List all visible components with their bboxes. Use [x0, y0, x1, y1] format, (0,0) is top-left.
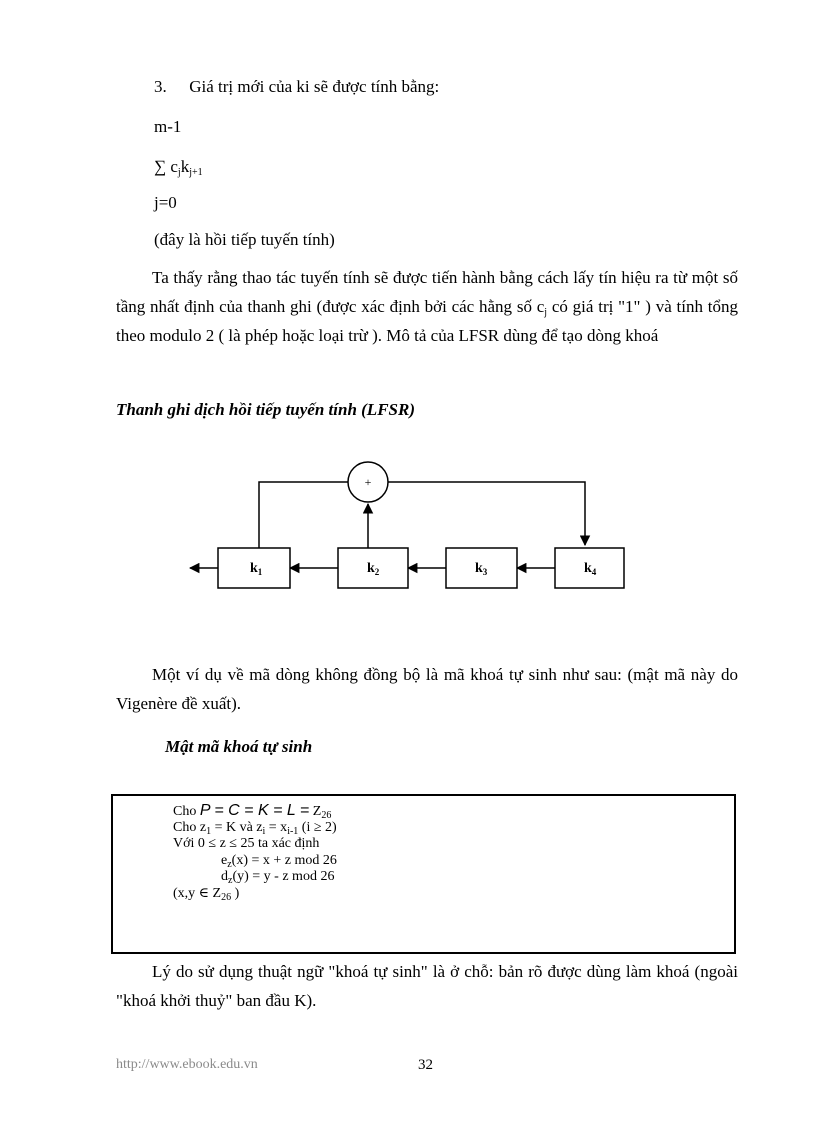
- paragraph-autokey-reason: [116, 957, 738, 1015]
- step-number: 3.: [154, 77, 167, 96]
- feedback-line-k4: [388, 482, 585, 545]
- autokey-definition-box: [111, 794, 736, 954]
- para2-text: Một ví dụ về mã dòng không đồng bộ là mã khoá tự sinh như sau: (mật mã này do Vigenère đề xuất).: [116, 665, 738, 713]
- lfsr-heading: Thanh ghi dịch hồi tiếp tuyến tính (LFSR): [116, 400, 415, 419]
- box-line-5: $d_z(y) = y - z$ mod 26: [221, 869, 335, 886]
- page-number: 32: [418, 1057, 433, 1073]
- adder-symbol: +: [364, 475, 372, 489]
- footer-url: http://www.ebook.edu.vn: [116, 1057, 258, 1072]
- feedback-line-k1: [259, 482, 348, 548]
- term-k: k: [180, 157, 190, 176]
- box-line-4: $e_z(x) = x + z$ mod 26: [221, 852, 337, 870]
- paragraph-autokey-intro: [116, 660, 738, 718]
- formula-lower-limit: j=0: [154, 193, 177, 212]
- para1-part1: Ta thấy rằng thao tác tuyến tính sẽ được tiến hành bằng cách lấy tín hiệu ra từ một số tầng nhất định của thanh ghi (được xác định bởi các hằng số c: [116, 268, 738, 316]
- formula-note: (đây là hồi tiếp tuyến tính): [154, 230, 335, 249]
- register-label-k1: $k_1$: [250, 561, 263, 577]
- term-c: c: [170, 157, 178, 176]
- para1-sub: j: [544, 307, 548, 318]
- box-line-2: Cho $z_1 = K$ và $z_i = x_{i-1}$ (i ≥ 2): [173, 819, 337, 837]
- term-c-sub: j: [177, 167, 181, 178]
- register-label-k3: $k_3$: [475, 561, 488, 577]
- step-text: Giá trị mới của ki sẽ được tính bằng:: [189, 77, 440, 96]
- term-k-sub: j+1: [189, 167, 203, 178]
- box-line-1: Cho $P = C = K = L = Z_{26}$: [173, 802, 332, 821]
- sum-symbol: ∑: [154, 157, 167, 176]
- box-math-sets: P = C = K = L =: [199, 802, 310, 819]
- box-line-6: (x,y ∈ $Z_{26}$ ): [173, 885, 240, 903]
- para1-part2: có giá trị "1" ) và tính tổng theo modulo 2 ( là phép hoặc loại trừ ). Mô tả của LFSR dùng để tạo dòng khoá: [116, 297, 738, 345]
- register-label-k4: $k_4$: [584, 561, 597, 577]
- autokey-heading: Mật mã khoá tự sinh: [165, 737, 313, 756]
- register-label-k2: $k_2$: [367, 561, 380, 577]
- formula-upper-limit: m-1: [154, 117, 182, 136]
- para3-text: Lý do sử dụng thuật ngữ "khoá tự sinh" là ở chỗ: bản rõ được dùng làm khoá (ngoài "khoá khởi thuỷ" ban đầu K).: [116, 962, 738, 1010]
- box-line-3: Với 0 ≤ z ≤ 25 ta xác định: [173, 836, 320, 851]
